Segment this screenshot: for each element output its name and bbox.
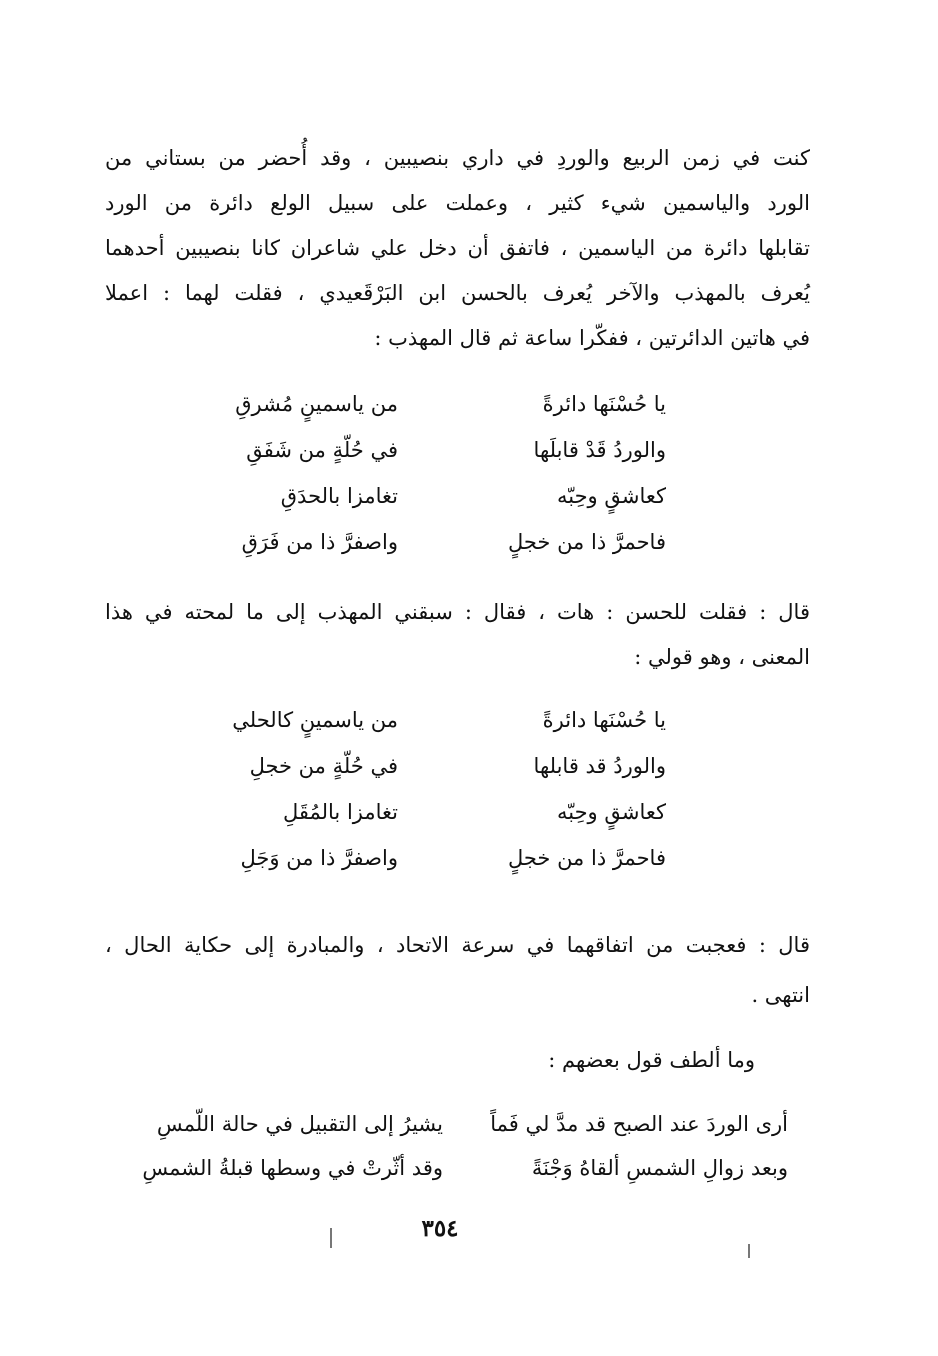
verse-first-hemistich: فاحمرَّ ذا من خجلٍ — [507, 530, 666, 554]
poem-muhadhdhab — [166, 392, 666, 592]
text-line: قال : فعجبت من اتفاقهما في سرعة الاتحاد ، والمبادرة إلى حكاية الحال ، — [105, 933, 810, 957]
text-line: وما ألطف قول بعضهم : — [548, 1048, 755, 1072]
poem-verse — [166, 800, 666, 848]
verse-first-hemistich: يا حُسْنَها دائرةً — [542, 392, 666, 416]
verse-second-hemistich: من ياسمينٍ كالحلي — [232, 708, 398, 732]
poem-verse — [166, 708, 666, 756]
verse-first-hemistich: والوردُ قَدْ قابلَها — [533, 438, 666, 462]
verse-second-hemistich: واصفرَّ ذا من وَجَلِ — [240, 846, 398, 870]
verse-second-hemistich: يشيرُ إلى التقبيل في حالة اللّمسِ — [156, 1112, 443, 1136]
paragraph-conclusion — [105, 920, 810, 1020]
poem-verse — [166, 392, 666, 440]
verse-second-hemistich: تغامزا بالحدَقِ — [280, 484, 398, 508]
text-line: في هاتين الدائرتين ، ففكّرا ساعة ثم قال المهذب : — [374, 326, 810, 350]
text-line: المعنى ، وهو قولي : — [634, 645, 810, 669]
verse-first-hemistich: يا حُسْنَها دائرةً — [542, 708, 666, 732]
page-number: ٣٥٤ — [421, 1215, 459, 1242]
paragraph-hasan — [105, 590, 810, 680]
text-line: قال : فقلت للحسن : هات ، فقال : سبقني المهذب إلى ما لمحته في هذا — [105, 600, 810, 624]
verse-first-hemistich: كعاشقٍ وحِبّه — [556, 484, 666, 508]
paragraph-another-poet — [105, 1038, 810, 1083]
scan-speck — [330, 1228, 332, 1248]
verse-first-hemistich: وبعد زوالِ الشمسِ ألقاهُ وَجْنَةً — [531, 1156, 788, 1180]
poem-verse — [166, 530, 666, 578]
verse-first-hemistich: فاحمرَّ ذا من خجلٍ — [507, 846, 666, 870]
poem-verse — [108, 1112, 788, 1160]
paragraph-intro — [105, 136, 810, 361]
poem-hasan — [166, 708, 666, 908]
poem-verse — [108, 1156, 788, 1204]
scan-speck — [748, 1244, 750, 1258]
text-line: تقابلها دائرة من الياسمين ، فاتفق أن دخل علي شاعران كانا بنصيبين أحدهما — [105, 236, 810, 260]
poem-verse — [166, 754, 666, 802]
text-line: الورد والياسمين شيء كثير ، وعملت على سبيل الولع دائرة من الورد — [105, 191, 810, 215]
verse-second-hemistich: وقد أثّرتْ في وسطها قبلةُ الشمسِ — [142, 1156, 443, 1180]
verse-first-hemistich: والوردُ قد قابلها — [533, 754, 666, 778]
poem-verse — [166, 438, 666, 486]
verse-second-hemistich: تغامزا بالمُقَلِ — [282, 800, 398, 824]
verse-first-hemistich: أرى الوردَ عند الصبح قد مدَّ لي فَماً — [490, 1112, 788, 1136]
verse-first-hemistich: كعاشقٍ وحِبّه — [556, 800, 666, 824]
text-line: انتهى . — [751, 983, 810, 1007]
text-line: يُعرف بالمهذب والآخر يُعرف بالحسن ابن البَرْقَعيدي ، فقلت لهما : اعملا — [105, 281, 810, 305]
verse-second-hemistich: في حُلّةٍ من شَفَقِ — [246, 438, 398, 462]
verse-second-hemistich: واصفرَّ ذا من فَرَقِ — [241, 530, 398, 554]
poem-rose-sun — [108, 1112, 788, 1212]
verse-second-hemistich: في حُلّةٍ من خجلِ — [249, 754, 398, 778]
verse-second-hemistich: من ياسمينٍ مُشرقِ — [235, 392, 398, 416]
text-line: كنت في زمن الربيع والوردِ في داري بنصيبين ، وقد أُحضر من بستاني من — [105, 146, 810, 170]
poem-verse — [166, 484, 666, 532]
poem-verse — [166, 846, 666, 894]
